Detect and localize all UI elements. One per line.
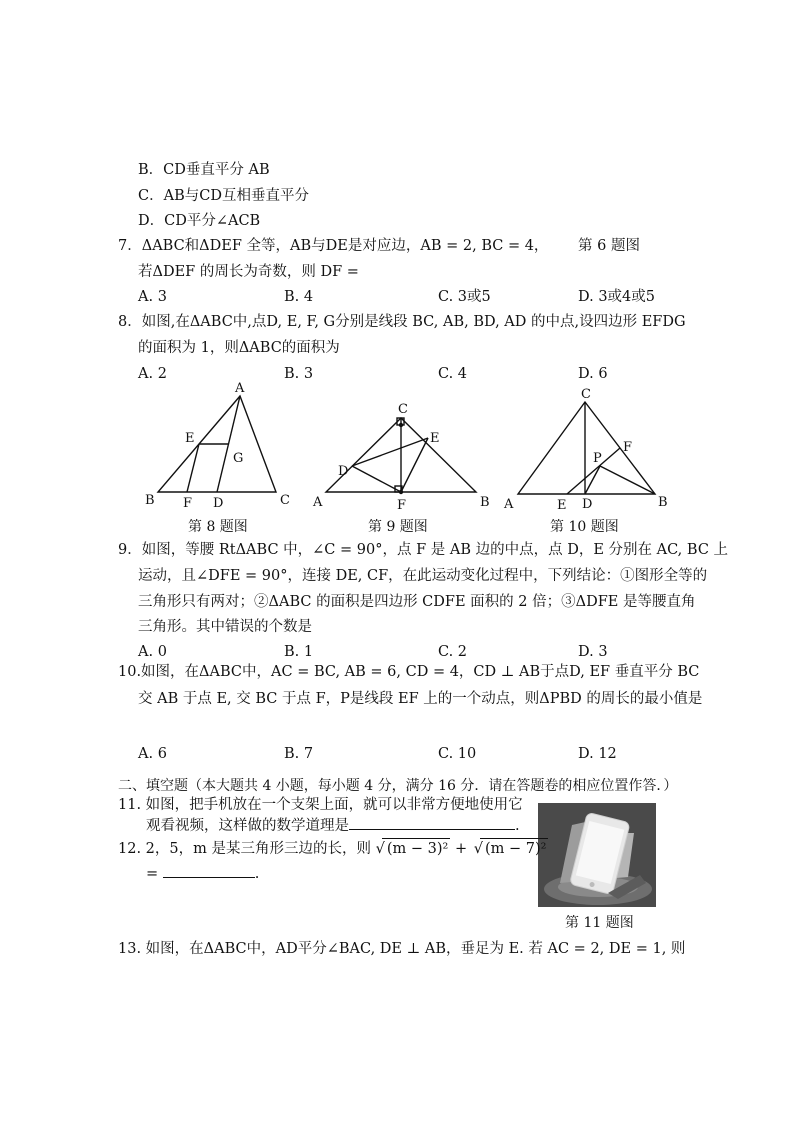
q12-radical-1-expr: (m − 3)²	[386, 841, 449, 857]
q9-line3: 三角形只有两对；②ΔABC 的面积是四边形 CDFE 面积的 2 倍；③ΔDFE 是等腰直角	[138, 594, 696, 610]
fig9-label-a: A	[313, 495, 323, 510]
q10-line1: 10.如图，在ΔABC中，AC = BC, AB = 6, CD = 4，CD ⊥ AB于点D, EF 垂直平分 BC	[118, 664, 700, 680]
q6-option-d: D．CD平分∠ACB	[138, 213, 261, 229]
fig10-label-p: P	[593, 451, 602, 466]
fig8-label-a: A	[235, 381, 245, 396]
fig10-label-a: A	[504, 497, 514, 512]
q8-option-a: A. 2	[138, 366, 167, 382]
fig8-label-c: C	[280, 493, 290, 508]
q12-line2-wrap: = .	[146, 863, 259, 884]
q8-option-b: B. 3	[284, 366, 314, 382]
q9-option-c: C. 2	[438, 644, 468, 660]
q12-radical-1	[375, 838, 451, 859]
fig10-segment-pb	[600, 466, 655, 494]
q10-option-d: D. 12	[578, 746, 617, 762]
fig8-label-d: D	[213, 496, 224, 511]
q10-option-a: A. 6	[138, 746, 167, 762]
fig8-caption: 第 8 题图	[188, 519, 248, 535]
sqrt-symbol-icon: √	[375, 841, 385, 857]
fig10-label-b: B	[658, 495, 668, 510]
q12-line1-wrap	[118, 838, 548, 859]
fig10-label-f: F	[623, 440, 633, 455]
q12-answer-blank	[163, 863, 255, 878]
fig8-label-g: G	[233, 451, 244, 466]
fig9-label-d: D	[338, 464, 349, 479]
q6-option-b: B．CD垂直平分 AB	[138, 162, 270, 178]
fig10-caption: 第 10 题图	[550, 519, 619, 535]
q9-option-a: A. 0	[138, 644, 167, 660]
fig10-triangle-abc	[518, 402, 655, 494]
q12-radical-2-expr: (m − 7)²	[484, 841, 547, 857]
fig9-segment-df	[352, 466, 401, 492]
q12-line2: =	[146, 866, 159, 882]
q7-option-b: B. 4	[284, 289, 314, 305]
q12-radical-2	[473, 838, 549, 859]
q7-option-d: D. 3或4或5	[578, 289, 656, 305]
fig9-label-e: E	[430, 431, 440, 446]
fig10-segment-dp	[585, 466, 600, 494]
q8-line1: 8．如图,在ΔABC中,点D, E, F, G分别是线段 BC, AB, BD, AD 的中点,设四边形 EFDG	[118, 314, 686, 330]
q13-line1: 13. 如图，在ΔABC中，AD平分∠BAC, DE ⊥ AB，垂足为 E. 若 AC = 2, DE = 1, 则	[118, 941, 686, 957]
fig8-label-b: B	[145, 493, 155, 508]
q6-option-c: C．AB与CD互相垂直平分	[138, 188, 309, 204]
fig6-caption: 第 6 题图	[578, 238, 640, 254]
q9-line4: 三角形。其中错误的个数是	[138, 619, 312, 635]
fig8-label-e: E	[185, 431, 195, 446]
q8-option-c: C. 4	[438, 366, 468, 382]
fig11-caption: 第 11 题图	[565, 915, 634, 931]
q7-line1: 7．ΔABC和ΔDEF 全等，AB与DE是对应边，AB = 2, BC = 4，	[118, 238, 549, 254]
q7-line2: 若ΔDEF 的周长为奇数，则 DF =	[138, 264, 359, 280]
fig10-label-e: E	[557, 498, 567, 513]
geometry-figures	[0, 380, 794, 520]
q12-plus: +	[454, 841, 468, 857]
phone-stand-photo	[538, 803, 656, 907]
fig9-label-c: C	[398, 402, 408, 417]
q11-line2: 观看视频，这样做的数学道理是	[146, 818, 349, 834]
q9-option-d: D. 3	[578, 644, 608, 660]
q7-option-a: A. 3	[138, 289, 167, 305]
fig9-label-b: B	[480, 495, 490, 510]
q7-option-c: C. 3或5	[438, 289, 491, 305]
q9-line1: 9．如图，等腰 RtΔABC 中，∠C = 90°，点 F 是 AB 边的中点，点 D，E 分别在 AC, BC 上	[118, 542, 729, 558]
q8-line2: 的面积为 1，则ΔABC的面积为	[138, 340, 340, 356]
phone-stand-illustration	[538, 803, 656, 907]
fig9-caption: 第 9 题图	[368, 519, 428, 535]
fig9-point-f	[399, 490, 403, 494]
q11-line1: 11. 如图，把手机放在一个支架上面，就可以非常方便地使用它	[118, 797, 523, 813]
fig9-label-f: F	[397, 498, 407, 513]
q10-option-b: B. 7	[284, 746, 314, 762]
fig9-point-c-mark	[399, 423, 403, 427]
q9-option-b: B. 1	[284, 644, 314, 660]
section2-heading: 二、填空题（本大题共 4 小题，每小题 4 分，满分 16 分．请在答题卷的相应位置作答．）	[118, 778, 678, 794]
q11-line2-wrap: 观看视频，这样做的数学道理是 .	[146, 815, 520, 836]
q8-option-d: D. 6	[578, 366, 608, 382]
fig10-label-c: C	[581, 387, 591, 402]
q11-answer-blank	[349, 815, 515, 830]
fig10-label-d: D	[582, 497, 593, 512]
sqrt-symbol-icon: √	[473, 841, 483, 857]
q10-line2: 交 AB 于点 E, 交 BC 于点 F，P是线段 EF 上的一个动点，则ΔPBD 的周长的最小值是	[138, 691, 703, 707]
q10-option-c: C. 10	[438, 746, 477, 762]
q12-line1: 12. 2，5，m 是某三角形三边的长，则	[118, 841, 371, 857]
fig8-label-f: F	[183, 496, 193, 511]
q9-line2: 运动，且∠DFE = 90°，连接 DE, CF，在此运动变化过程中，下列结论：①图形全等的	[138, 568, 708, 584]
